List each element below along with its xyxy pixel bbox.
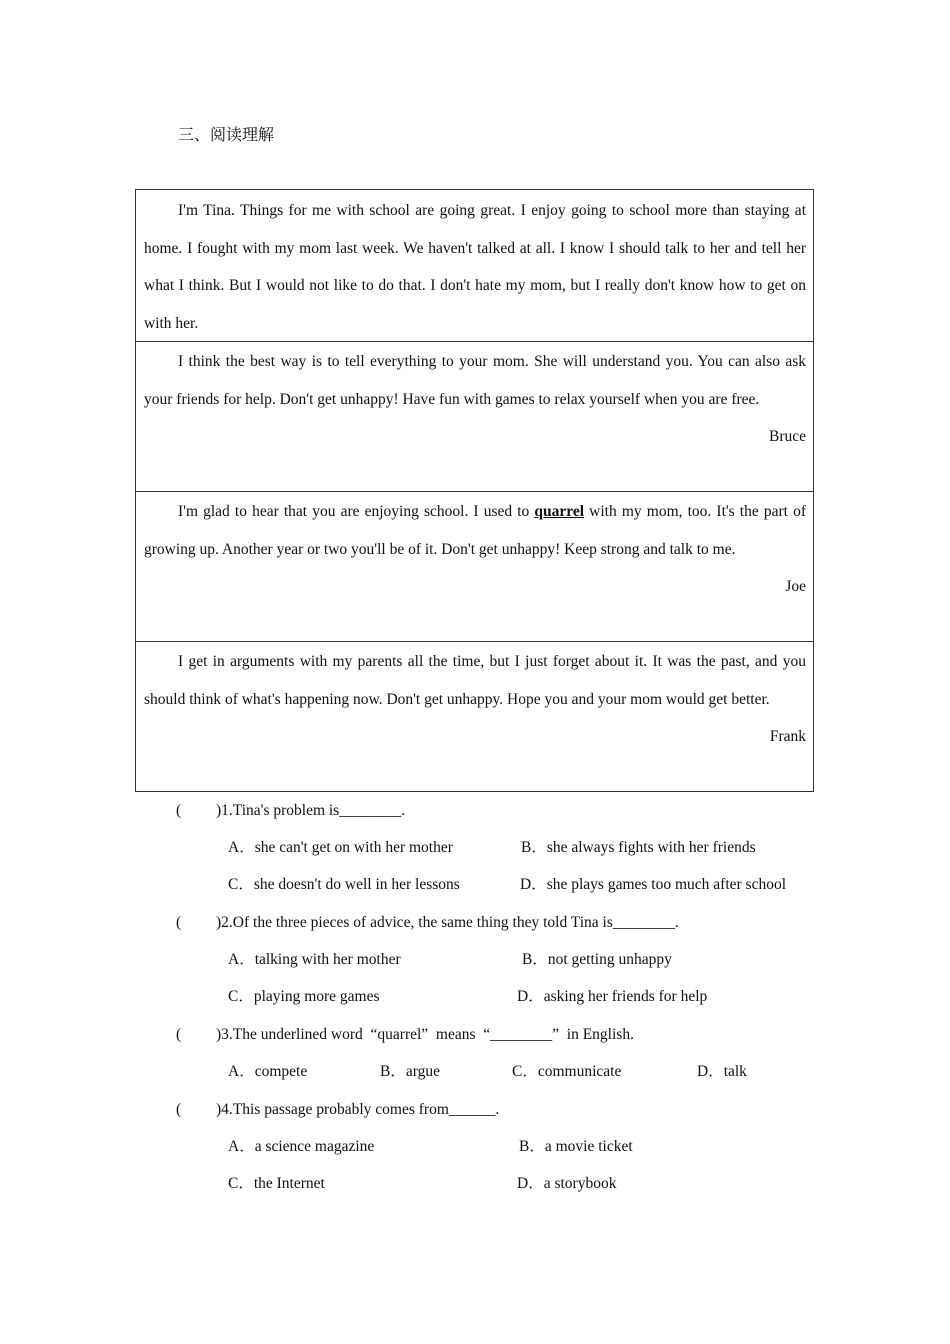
question-4 <box>176 1100 499 1120</box>
q2-option-a: A．talking with her mother <box>228 951 401 968</box>
question-2 <box>176 913 679 933</box>
q1-option-b: B．she always fights with her friends <box>521 839 756 856</box>
q2-option-b: B．not getting unhappy <box>522 951 672 968</box>
question-stem: )3.The underlined word “quarrel” means “________” in English. <box>216 1026 634 1043</box>
joe-text-before: I'm glad to hear that you are enjoying school. I used to <box>178 503 535 520</box>
tina-text: I'm Tina. Things for me with school are going great. I enjoy going to school more than staying at home. I fought with my mom last week. We haven't talked at all. I know I should talk to her and tell her what I think. But I would not like to do that. I don't hate my mom, but I really don't know how to get on with her. <box>144 202 806 332</box>
passage-table <box>135 189 814 792</box>
q1-option-c: C．she doesn't do well in her lessons <box>228 876 460 893</box>
q4-option-c: C．the Internet <box>228 1175 325 1192</box>
q4-option-d: D．a storybook <box>517 1175 617 1192</box>
question-3 <box>176 1025 634 1045</box>
q4-option-a: A．a science magazine <box>228 1138 375 1155</box>
joe-signature: Joe <box>785 578 806 595</box>
q2-option-c: C．playing more games <box>228 988 380 1005</box>
answer-blank-2[interactable]: ( <box>176 914 182 931</box>
answer-blank-3[interactable]: ( <box>176 1026 182 1043</box>
answer-blank-1[interactable]: ( <box>176 802 182 819</box>
q3-option-a: A．compete <box>228 1063 308 1080</box>
q3-option-d: D．talk <box>697 1063 747 1080</box>
question-1 <box>176 801 405 821</box>
underlined-word: quarrel <box>534 503 585 520</box>
question-stem: )1.Tina's problem is________. <box>216 802 406 819</box>
frank-signature: Frank <box>769 728 806 745</box>
bruce-signature: Bruce <box>768 428 806 445</box>
q1-option-a: A．she can't get on with her mother <box>228 839 453 856</box>
q3-option-c: C．communicate <box>512 1063 622 1080</box>
question-stem: )2.Of the three pieces of advice, the same thing they told Tina is________. <box>216 914 679 931</box>
question-stem: )4.This passage probably comes from______. <box>216 1101 500 1118</box>
bruce-text: I think the best way is to tell everything to your mom. She will understand you. You can also ask your friends for help. Don't get unhappy! Have fun with games to relax yourself when you are free. <box>144 353 806 408</box>
frank-text: I get in arguments with my parents all the time, but I just forget about it. It was the past, and you should think of what's happening now. Don't get unhappy. Hope you and your mom would get better. <box>144 653 806 708</box>
q1-option-d: D．she plays games too much after school <box>520 876 787 893</box>
reply-joe <box>136 491 813 641</box>
section-title: 三、阅读理解 <box>178 125 275 144</box>
q4-option-b: B．a movie ticket <box>519 1138 633 1155</box>
joe-text-after: with my mom, too. It's the part of growing up. Another year or two you'll be of it. Don't get unhappy! Keep strong and talk to me. <box>144 503 806 558</box>
answer-blank-4[interactable]: ( <box>176 1101 182 1118</box>
q2-option-d: D．asking her friends for help <box>517 988 708 1005</box>
letter-tina <box>136 190 813 341</box>
reply-frank <box>136 641 813 791</box>
reply-bruce <box>136 341 813 491</box>
q3-option-b: B．argue <box>380 1063 440 1080</box>
joe-text <box>144 493 806 568</box>
